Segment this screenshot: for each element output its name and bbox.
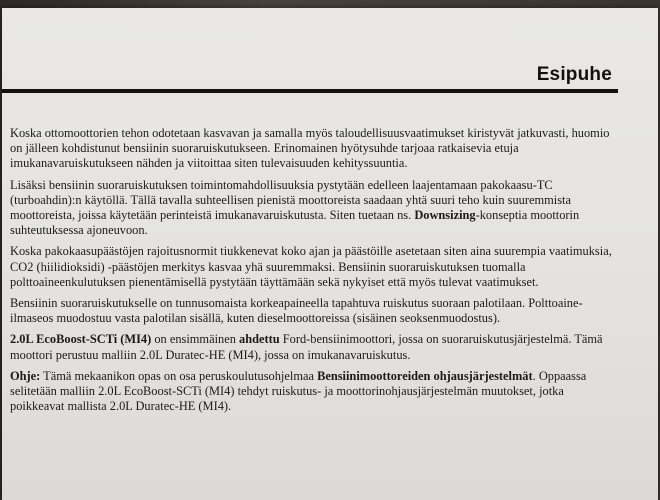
text-segment: Tämä mekaanikon opas on osa peruskoulutusohjelmaa (40, 368, 318, 383)
header-rule (2, 89, 618, 93)
paragraph (10, 332, 620, 362)
note-label: Ohje: (10, 368, 41, 383)
paragraph (10, 178, 620, 239)
bold-term: Bensiinimoottoreiden ohjausjärjestelmät (317, 368, 533, 383)
bold-term: 2.0L EcoBoost-SCTi (MI4) (10, 332, 152, 347)
text-segment: . Oppaassa selitetään malliin 2.0L EcoBoost-SCTi (MI4) tehdyt ruiskutus- ja moottorinohjausjärjestelmän muutokset, jotka poikkeavat mallista 2.0L Duratec-HE (MI4). (10, 368, 587, 414)
text-segment: -konseptia moottorin suhteutuksessa ajoneuvoon. (10, 208, 580, 238)
text-segment: Lisäksi bensiinin suoraruiskutuksen toimintomahdollisuuksia pystytään edelleen laajentamaan pakokaasu-TC (turboahdin):n käytöllä. Tällä tavalla suhteellisen pienistä moottoreista saadaan yhtä suuri teho kuin suuremmista moottoreista, joissa käytetään perinteistä imukanavaruiskutusta. Siten tuetaan ns. (10, 177, 571, 223)
document-page (2, 8, 658, 500)
bold-term: Downsizing (414, 208, 476, 223)
text-segment: Bensiinin suoraruiskutukselle on tunnusomaista korkeapaineella tapahtuva ruiskutus suoraan palotilaan. Polttoaine-ilmaseos muodostuu vasta palotilan sisällä, kuten dieselmoottoreissa (sisäinen seoksenmuodostus). (10, 296, 583, 326)
text-segment: Koska pakokaasupäästöjen rajoitusnormit tiukkenevat koko ajan ja päästöille asetetaan siten aina suurempia vaatimuksia, CO2 (hiilidioksidi) -päästöjen merkitys kasvaa yhä suuremmaksi. Bensiinin suoraruiskutuksen tuomalla polttoaineenkulutuksen pienentämisellä pystytään täyttämään sekä nykyiset että myös tulevat vaatimukset. (10, 244, 612, 289)
paragraph (10, 126, 620, 172)
page-header (2, 8, 658, 108)
body-text (10, 126, 620, 420)
paragraph (10, 244, 620, 290)
page-title: Esipuhe (536, 64, 612, 85)
text-segment: Ford-bensiinimoottori, jossa on suoraruiskutusjärjestelmä. Tämä moottori perustuu malliin 2.0L Duratec-HE (MI4), jossa on imukanavaruiskutus. (10, 332, 603, 362)
paragraph (10, 369, 620, 415)
text-segment: Koska ottomoottorien tehon odotetaan kasvavan ja samalla myös taloudellisuusvaatimukset kiristyvät jatkuvasti, huomio on jälleen kohdistunut bensiinin suoraruiskutukseen. Erinomainen hyötysuhde tarjoaa ratkaisevia etuja imukanavaruiskutukseen nähden ja viitoittaa siten tulevaisuuden kehityssuuntia. (10, 126, 610, 171)
bold-term: ahdettu (239, 332, 280, 347)
paragraph (10, 296, 620, 326)
text-segment: on ensimmäinen (151, 332, 240, 347)
